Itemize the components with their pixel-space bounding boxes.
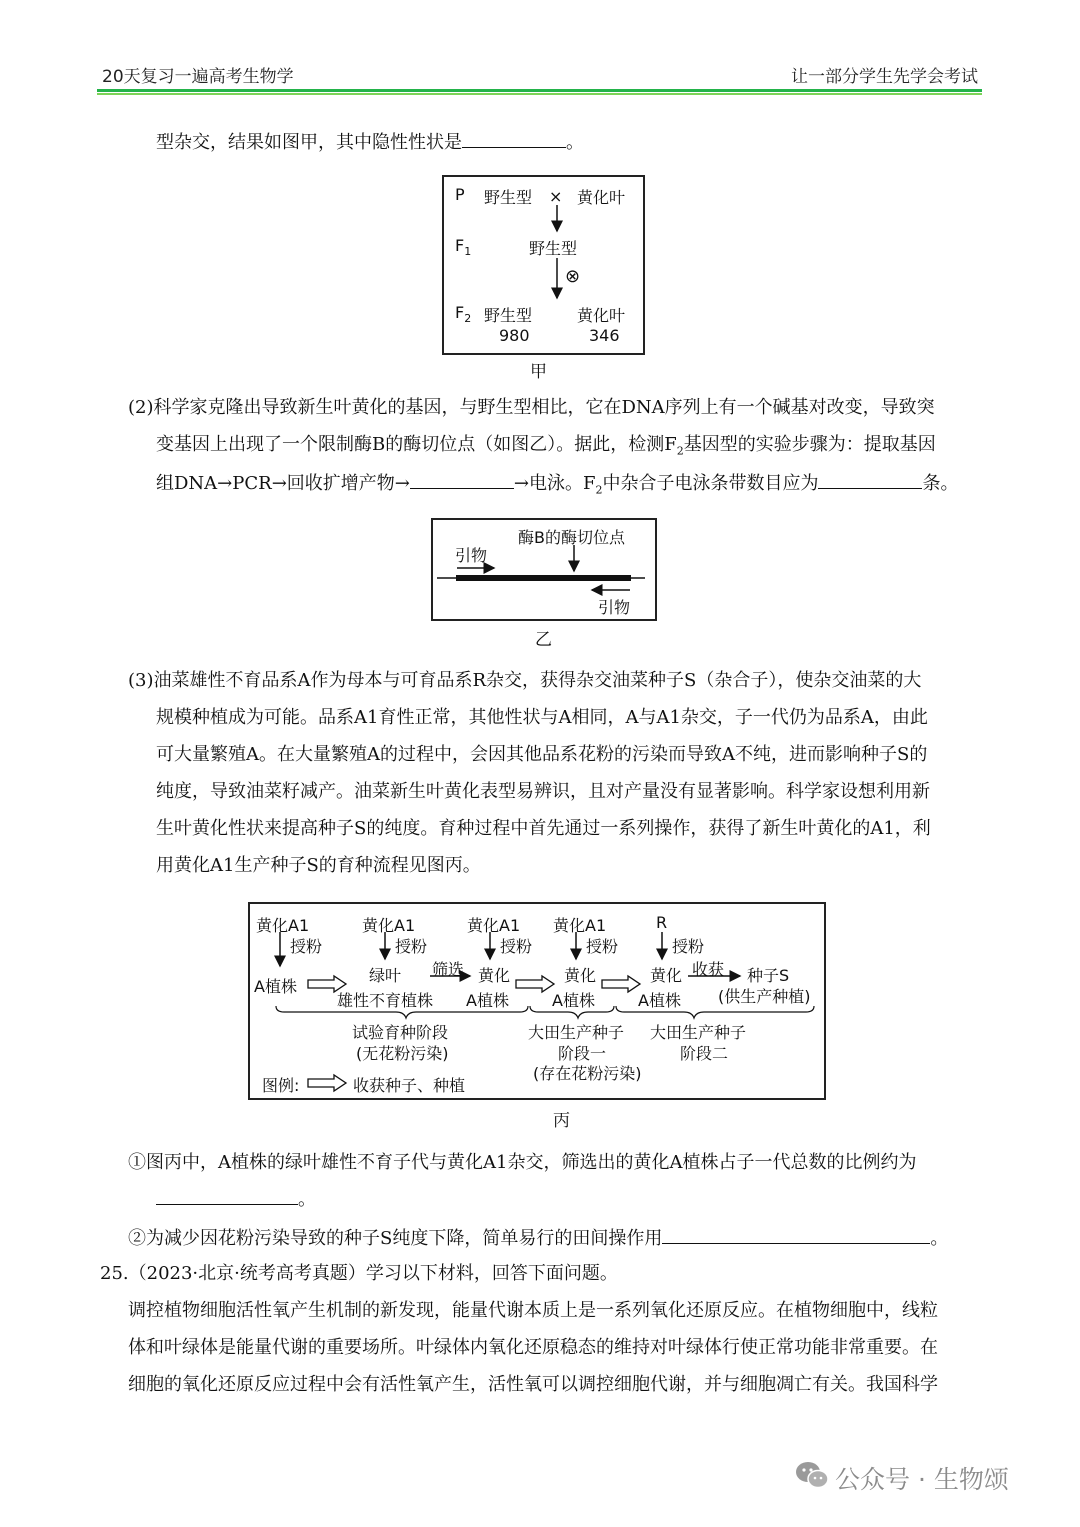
bing-hollow-arrow-3 bbox=[602, 976, 640, 992]
legend-hollow-arrow bbox=[308, 1075, 346, 1091]
bing-legend-text: 收获种子、种植 bbox=[353, 1076, 466, 1095]
question-2-line-1: (2)科学家克隆出导致新生叶黄化的基因，与野生型相比，它在DNA序列上有一个碱基对改变，导致突 bbox=[128, 397, 935, 418]
bing-pollinate-2: 授粉 bbox=[395, 937, 428, 956]
figure-yi-caption: 乙 bbox=[535, 630, 552, 650]
bing-pollinate-1: 授粉 bbox=[290, 937, 323, 956]
bing-top-5: R bbox=[656, 913, 668, 932]
question-3-line-2: 规模种植成为可能。品系A1育性正常，其他性状与A相同，A与A1杂交，子一代仍为品系A，由此 bbox=[156, 707, 928, 728]
jia-f2-yellow: 黄化叶 bbox=[577, 306, 626, 325]
bing-top-3: 黄化A1 bbox=[467, 916, 521, 935]
jia-selfing-symbol: ⊗ bbox=[565, 266, 581, 287]
bing-stage3-sub: 阶段二 bbox=[680, 1044, 729, 1063]
bing-top-1: 黄化A1 bbox=[256, 916, 310, 935]
jia-f2-wild: 野生型 bbox=[484, 306, 533, 325]
header-right-slogan: 让一部分学生先学会考试 bbox=[791, 67, 978, 87]
bing-seed-s: 种子S bbox=[747, 966, 790, 985]
question-1-tail: 型杂交，结果如图甲，其中隐性性状是 。 bbox=[156, 132, 584, 153]
jia-cross-symbol: × bbox=[549, 187, 563, 206]
question-25-line-3: 细胞的氧化还原反应过程中会有活性氧产生，活性氧可以调控细胞代谢，并与细胞凋亡有关。我国科学 bbox=[128, 1374, 938, 1395]
question-25-title: 25.（2023·北京·统考高考真题）学习以下材料，回答下面问题。 bbox=[100, 1263, 618, 1284]
yi-primer-right: 引物 bbox=[598, 598, 631, 617]
bing-pollinate-3: 授粉 bbox=[500, 937, 533, 956]
bing-stage2-note: (存在花粉污染) bbox=[533, 1064, 642, 1083]
bing-stage1-note: (无花粉污染) bbox=[356, 1044, 449, 1063]
jia-f1-label: $F_1$ bbox=[455, 236, 472, 259]
jia-p-yellow: 黄化叶 bbox=[577, 188, 626, 207]
bing-node2-bottom: 雄性不育植株 bbox=[337, 991, 434, 1010]
figure-bing-caption: 丙 bbox=[553, 1111, 570, 1131]
jia-f2-yellow-count: 346 bbox=[589, 326, 620, 345]
bing-stage2-sub: 阶段一 bbox=[558, 1044, 607, 1063]
jia-p-label: P bbox=[455, 185, 465, 204]
bing-top-4: 黄化A1 bbox=[553, 916, 607, 935]
bing-node2-top: 绿叶 bbox=[369, 966, 402, 985]
bing-legend-label: 图例: bbox=[262, 1076, 300, 1095]
bing-hollow-arrow-1 bbox=[308, 976, 346, 992]
bing-node5-bottom: A植株 bbox=[638, 991, 681, 1010]
question-25-line-1: 调控植物细胞活性氧产生机制的新发现，能量代谢本质上是一系列氧化还原反应。在植物细胞中，线粒 bbox=[128, 1300, 938, 1321]
bing-stage1-brace bbox=[276, 1006, 528, 1018]
bing-stage2-title: 大田生产种子 bbox=[528, 1023, 625, 1042]
watermark: 公众号 · 生物颂 bbox=[795, 1460, 1009, 1496]
jia-p-wild: 野生型 bbox=[484, 188, 533, 207]
question-3-line-5: 生叶黄化性状来提高种子S的纯度。育种过程中首先通过一系列操作，获得了新生叶黄化的A1，利 bbox=[156, 818, 931, 839]
question-25-line-2: 体和叶绿体是能量代谢的重要场所。叶绿体内氧化还原稳态的维持对叶绿体行使正常功能非常重要。在 bbox=[128, 1337, 938, 1358]
figure-jia-caption: 甲 bbox=[530, 362, 547, 382]
question-3-line-1: (3)油菜雄性不育品系A作为母本与可育品系R杂交，获得杂交油菜种子S（杂合子），使杂交油菜的大 bbox=[128, 670, 922, 691]
question-3-sub-1-line-2: 。 bbox=[156, 1188, 316, 1210]
jia-f2-label: $F_2$ bbox=[455, 303, 472, 326]
bing-stage2-brace bbox=[530, 1006, 614, 1018]
bing-node4-top: 黄化 bbox=[564, 966, 597, 985]
question-3-line-3: 可大量繁殖A。在大量繁殖A的过程中，会因其他品系花粉的污染而导致A不纯，进而影响种子S的 bbox=[156, 744, 928, 765]
bing-plant-a: A植株 bbox=[254, 977, 297, 996]
bing-stage3-brace bbox=[616, 1006, 814, 1018]
bing-top-2: 黄化A1 bbox=[362, 916, 416, 935]
bing-stage1-title: 试验育种阶段 bbox=[352, 1023, 449, 1042]
question-2-line-2: 变基因上出现了一个限制酶B的酶切位点（如图乙）。据此，检测$F_2$基因型的实验步骤为：提取基因 bbox=[156, 434, 936, 458]
bing-pollinate-4: 授粉 bbox=[586, 937, 619, 956]
yi-primer-left: 引物 bbox=[455, 546, 488, 565]
header-left-title: 20天复习一遍高考生物学 bbox=[102, 67, 294, 87]
question-2-line-3: 组DNA→PCR→回收扩增产物→ →电泳。$F_2$中杂合子电泳条带数目应为 条。 bbox=[156, 473, 959, 497]
bing-harvest-label: 收获 bbox=[692, 960, 725, 979]
bing-pollinate-5: 授粉 bbox=[672, 937, 705, 956]
bing-node5-top: 黄化 bbox=[650, 966, 683, 985]
bing-hollow-arrow-2 bbox=[516, 976, 554, 992]
jia-f1-phenotype: 野生型 bbox=[529, 239, 578, 258]
yi-site-label: 酶B的酶切位点 bbox=[518, 528, 625, 547]
bing-node3-top: 黄化 bbox=[478, 966, 511, 985]
jia-f2-wild-count: 980 bbox=[499, 326, 530, 345]
question-3-sub-1-line-1: ①图丙中，A植株的绿叶雄性不育子代与黄化A1杂交，筛选出的黄化A植株占子一代总数的比例约为 bbox=[128, 1152, 917, 1173]
bing-stage3-title: 大田生产种子 bbox=[650, 1023, 747, 1042]
question-3-line-6: 用黄化A1生产种子S的育种流程见图丙。 bbox=[156, 855, 481, 876]
bing-seed-use: (供生产种植) bbox=[718, 987, 811, 1006]
bing-node3-bottom: A植株 bbox=[466, 991, 509, 1010]
bing-screen-label: 筛选 bbox=[432, 960, 465, 979]
bing-node4-bottom: A植株 bbox=[552, 991, 595, 1010]
question-3-sub-2: ②为减少因花粉污染导致的种子S纯度下降，简单易行的田间操作用 。 bbox=[128, 1228, 949, 1249]
question-3-line-4: 纯度，导致油菜籽减产。油菜新生叶黄化表型易辨识，且对产量没有显著影响。科学家设想利用新 bbox=[156, 781, 930, 802]
